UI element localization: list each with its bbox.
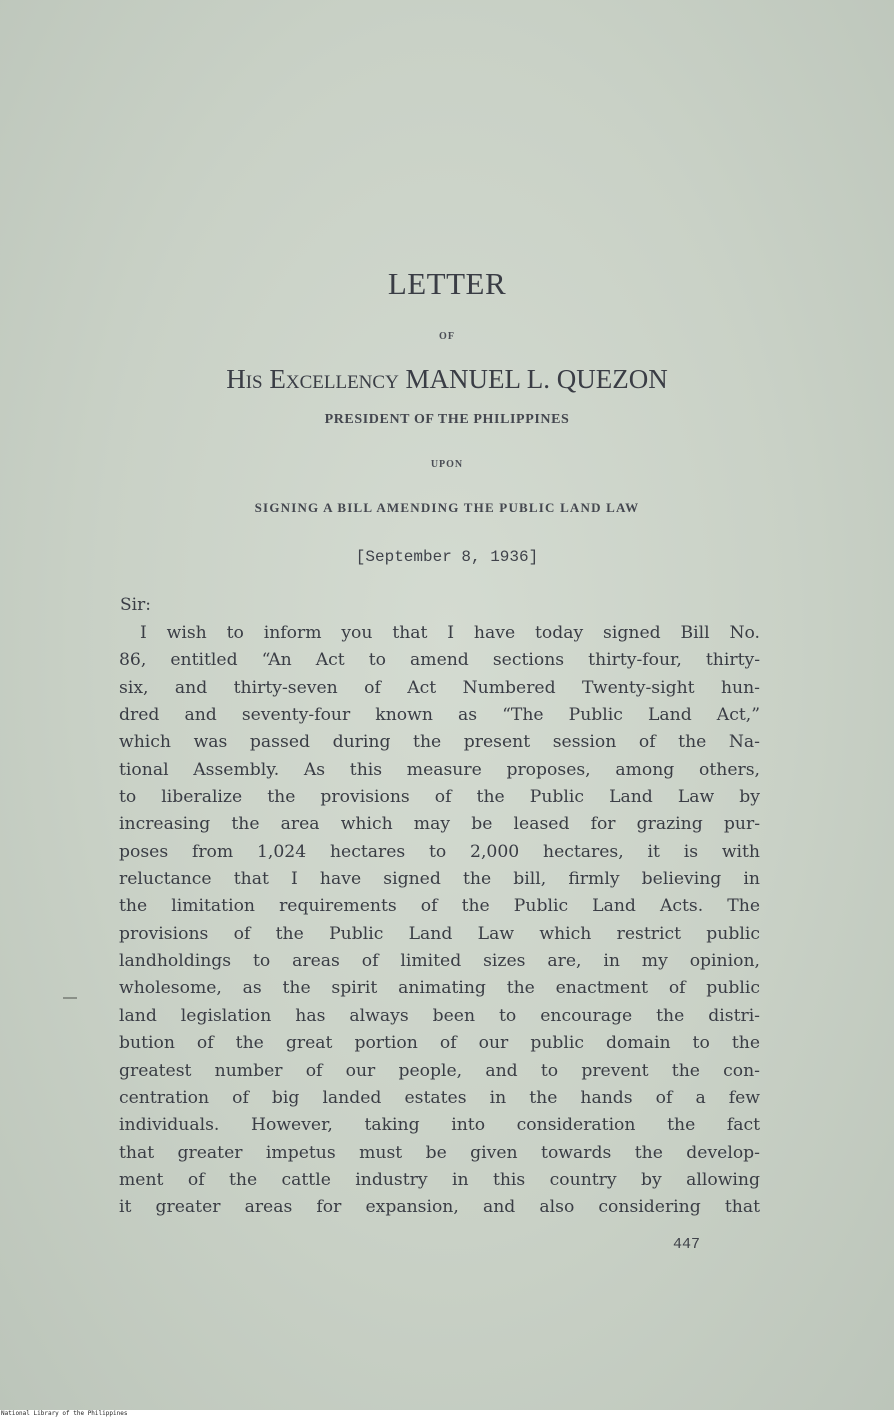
body-line: which was passed during the present session of the Na-	[119, 732, 760, 753]
position-title: PRESIDENT OF THE PHILIPPINES	[324, 412, 570, 427]
body-line: increasing the area which may be leased for grazing pur-	[119, 814, 760, 835]
of-label: OF	[439, 331, 455, 342]
body-line: 86, entitled “An Act to amend sections thirty-four, thirty-	[119, 650, 760, 671]
page-number: 447	[673, 1236, 701, 1253]
body-line: reluctance that I have signed the bill, firmly believing in	[119, 869, 760, 890]
letter-date: [September 8, 1936]	[355, 548, 539, 566]
body-line: provisions of the Public Land Law which restrict public	[119, 923, 760, 944]
body-line: poses from 1,024 hectares to 2,000 hectares, it is with	[119, 841, 760, 862]
body-line: I wish to inform you that I have today signed Bill No.	[140, 623, 760, 643]
body-line: that greater impetus must be given towards the develop-	[119, 1142, 760, 1163]
body-line: six, and thirty-seven of Act Numbered Twenty-sight hun-	[119, 677, 760, 698]
body-line: centration of big landed estates in the hands of a few	[119, 1087, 760, 1108]
body-line: the limitation requirements of the Public Land Acts. The	[119, 896, 760, 917]
upon-label: UPON	[430, 459, 464, 470]
salutation: Sir:	[120, 595, 151, 615]
body-line: individuals. However, taking into consideration the fact	[119, 1115, 760, 1136]
body-line: dred and seventy-four known as “The Public Land Act,”	[119, 705, 760, 726]
letter-title: LETTER	[387, 266, 507, 301]
letter-subject: SIGNING A BILL AMENDING THE PUBLIC LAND LAW	[254, 500, 640, 515]
president-name	[0, 364, 894, 395]
body-line: ment of the cattle industry in this country by allowing	[119, 1169, 760, 1190]
name-prefix: His Excellency	[226, 364, 399, 394]
body-line: it greater areas for expansion, and also considering that	[119, 1197, 760, 1218]
body-line: wholesome, as the spirit animating the enactment of public	[119, 978, 760, 999]
letter-body	[119, 620, 760, 1222]
footer-credit: National Library of the Philippines	[1, 1410, 128, 1417]
body-line: bution of the great portion of our public domain to the	[119, 1033, 760, 1054]
margin-mark	[63, 997, 77, 999]
body-line: tional Assembly. As this measure proposes, among others,	[119, 759, 760, 780]
body-line: landholdings to areas of limited sizes are, in my opinion,	[119, 951, 760, 972]
name-main: MANUEL L. QUEZON	[405, 364, 668, 394]
body-line: land legislation has always been to encourage the distri-	[119, 1005, 760, 1026]
body-line: greatest number of our people, and to prevent the con-	[119, 1060, 760, 1081]
footer-strip	[0, 1410, 894, 1418]
body-line: to liberalize the provisions of the Public Land Law by	[119, 787, 760, 808]
